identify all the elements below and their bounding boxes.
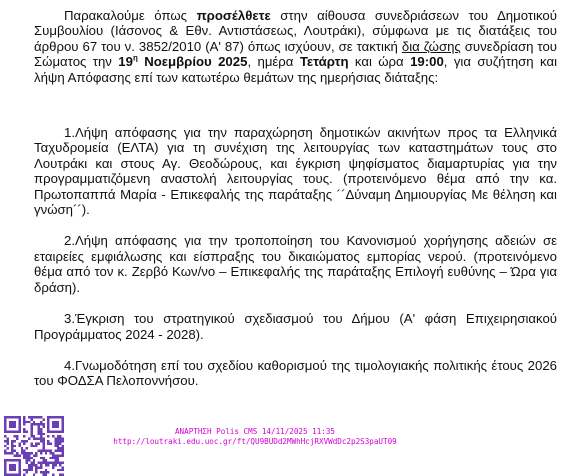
intro-bold-attend: προσέλθετε <box>196 8 271 23</box>
publication-stamp <box>70 427 440 446</box>
document-body <box>34 8 557 389</box>
intro-bold-weekday: Τετάρτη <box>299 54 349 70</box>
agenda-item-1: 1.Λήψη απόφασης για την παραχώρηση δημοτικών ακινήτων προς τα Ελληνικά Ταχυδρομεία (ΕΛΤΑ) για τη συνέχιση της λειτουργίας των καταστημάτων τους στο Λουτράκι και στους Αγ. Θεοδώρους, και έγκριση ψηφίσματος διαμαρτυρίας για την προγραμματιζόμενη αναστολή λειτουργίας τους. (προτεινόμενο θέμα από την κα. Πρωτοπαππά Μαρία - Επικεφαλής της παράταξης ´´Δύναμη Δημιουργίας Με θέληση και γνώση´´). <box>34 125 557 218</box>
stamp-link[interactable]: http://loutraki.edu.uoc.gr/ft/QU9BUDd2MWhHcjRXVWdDc2p2S3paUT09 <box>113 436 397 446</box>
intro-bold-time: 19:00 <box>410 54 444 70</box>
agenda-item-4: 4.Γνωμοδότηση επί του σχεδίου καθορισμού της τιμολογιακής πολιτικής έτους 2026 του ΦΟΔΣΑ Πελοποννήσου. <box>34 357 557 389</box>
intro-text: και ώρα <box>348 54 411 70</box>
intro-bold-date <box>118 54 247 69</box>
intro-text: στην αίθουσα συνεδριάσεων του Δημοτικού Συμβουλίου (Ιάσονος & Εθν. Αντιστάσεως, Λουτράκι), σύμφωνα με τις διατάξεις του άρθρου 67 του ν. 3852/2010 (Α' 87) όπως ισχύουν, σε τακτική <box>34 8 557 54</box>
agenda-item-3: 3.Έγκριση του στρατηγικού σχεδιασμού του Δήμου (Α' φάση Επιχειρησιακού Προγράμματος 2024 - 2028). <box>34 311 557 342</box>
footer <box>0 412 575 476</box>
stamp-line-1: ΑΝΑΡΤΗΣΗ Polis CMS 14/11/2025 11:35 <box>174 427 335 436</box>
agenda-item-2: 2.Λήψη απόφασης για την τροποποίηση του Κανονισμού χορήγησης αδειών σε εταιρείες εμφιάλωσης και είσπραξης του δικαιώματος εμπορίας νερού. (προτεινόμενο θέμα από τον κ. Ζερβό Κων/νο – Επικεφαλής της παράταξης Επιλογή ευθύνης – Ώρα για δράση). <box>34 233 557 295</box>
intro-text: , ημέρα <box>247 54 300 70</box>
qr-code-icon <box>4 416 64 476</box>
intro-paragraph <box>34 8 557 85</box>
intro-text: , για συζήτηση και λήψη Απόφασης επί των κατωτέρω θεμάτων της ημερήσιας διάταξης: <box>34 54 557 85</box>
intro-text: συνεδρίαση του Σώματος την <box>34 38 558 70</box>
intro-date-suffix: η <box>132 53 138 63</box>
intro-text: Παρακαλούμε όπως <box>64 8 197 23</box>
intro-date-month: Νοεμβρίου 2025 <box>137 54 248 70</box>
intro-date-day: 19 <box>118 54 133 70</box>
intro-underline-in-person: δια ζώσης <box>401 38 461 54</box>
